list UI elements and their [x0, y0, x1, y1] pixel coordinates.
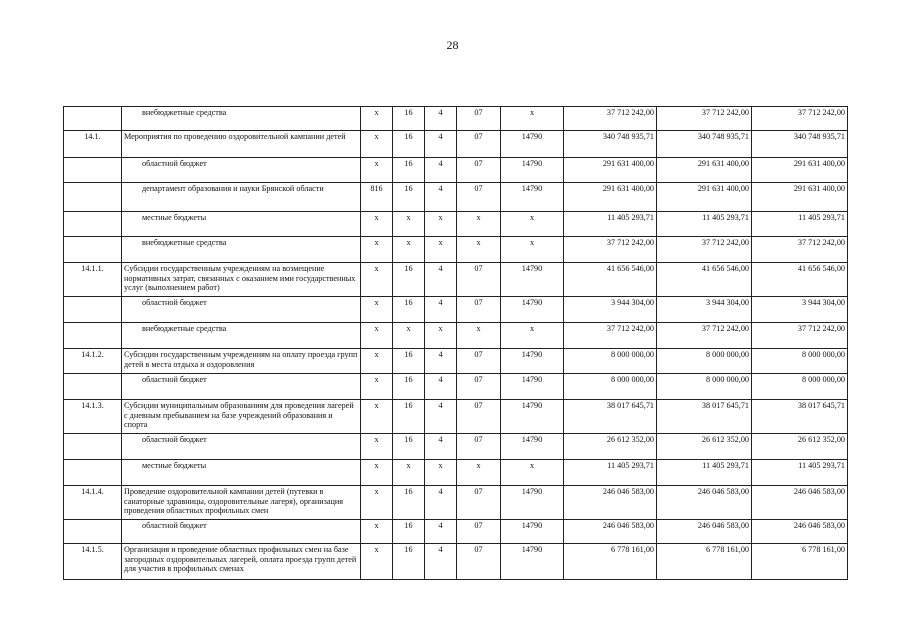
cell-code	[64, 520, 122, 544]
cell-amount-3: 37 712 242,00	[752, 323, 848, 349]
cell-amount-1: 246 046 583,00	[564, 520, 657, 544]
cell-pr: 4	[425, 374, 457, 400]
cell-name: местные бюджеты	[122, 460, 361, 486]
cell-rz: 16	[393, 349, 425, 374]
cell-pr: 4	[425, 183, 457, 212]
cell-code-number: 14790	[501, 374, 564, 400]
cell-grbs: x	[361, 158, 393, 183]
cell-rz: x	[393, 237, 425, 263]
cell-amount-2: 37 712 242,00	[657, 107, 752, 131]
cell-rz: 16	[393, 374, 425, 400]
cell-name: областной бюджет	[122, 434, 361, 460]
cell-pr: 4	[425, 520, 457, 544]
table-row	[64, 460, 848, 486]
cell-pr: 4	[425, 131, 457, 158]
cell-code	[64, 158, 122, 183]
cell-cs: 07	[457, 520, 501, 544]
cell-amount-1: 26 612 352,00	[564, 434, 657, 460]
cell-name: внебюджетные средства	[122, 323, 361, 349]
table-row	[64, 212, 848, 237]
cell-name: внебюджетные средства	[122, 107, 361, 131]
table-row	[64, 544, 848, 580]
cell-grbs: x	[361, 131, 393, 158]
cell-name: Организация и проведение областных профильных смен на базе загородных оздоровительных лагерей, оплата проезда групп детей для участия в профильных сменах	[122, 544, 361, 580]
cell-cs: x	[457, 460, 501, 486]
cell-pr: x	[425, 237, 457, 263]
cell-amount-3: 8 000 000,00	[752, 374, 848, 400]
cell-amount-3: 37 712 242,00	[752, 107, 848, 131]
cell-grbs: x	[361, 520, 393, 544]
cell-code-number: 14790	[501, 297, 564, 323]
cell-amount-3: 11 405 293,71	[752, 212, 848, 237]
cell-code-number: 14790	[501, 158, 564, 183]
cell-amount-3: 37 712 242,00	[752, 237, 848, 263]
table-row	[64, 131, 848, 158]
cell-cs: 07	[457, 297, 501, 323]
cell-name: областной бюджет	[122, 297, 361, 323]
cell-name: местные бюджеты	[122, 212, 361, 237]
cell-amount-1: 11 405 293,71	[564, 460, 657, 486]
cell-cs: 07	[457, 158, 501, 183]
cell-amount-1: 291 631 400,00	[564, 158, 657, 183]
cell-rz: 16	[393, 297, 425, 323]
cell-amount-2: 38 017 645,71	[657, 400, 752, 434]
cell-amount-2: 246 046 583,00	[657, 520, 752, 544]
cell-amount-2: 3 944 304,00	[657, 297, 752, 323]
cell-amount-3: 6 778 161,00	[752, 544, 848, 580]
cell-grbs: x	[361, 374, 393, 400]
cell-grbs: 816	[361, 183, 393, 212]
cell-code	[64, 107, 122, 131]
cell-name: Субсидии государственным учреждениям на оплату проезда групп детей в места отдыха и оздоровления	[122, 349, 361, 374]
cell-amount-1: 340 748 935,71	[564, 131, 657, 158]
cell-code-number: 14790	[501, 544, 564, 580]
cell-cs: x	[457, 237, 501, 263]
cell-amount-3: 11 405 293,71	[752, 460, 848, 486]
cell-amount-3: 246 046 583,00	[752, 486, 848, 520]
cell-amount-2: 37 712 242,00	[657, 323, 752, 349]
cell-code-number: x	[501, 237, 564, 263]
cell-amount-3: 41 656 546,00	[752, 263, 848, 297]
table-row	[64, 107, 848, 131]
cell-cs: 07	[457, 374, 501, 400]
cell-amount-1: 37 712 242,00	[564, 237, 657, 263]
table-row	[64, 158, 848, 183]
cell-pr: 4	[425, 107, 457, 131]
cell-code: 14.1.2.	[64, 349, 122, 374]
cell-amount-3: 291 631 400,00	[752, 183, 848, 212]
cell-name: Проведение оздоровительной кампании детей (путевки в санаторные здравницы, оздоровительные лагеря), организация проведения областных профильных смен	[122, 486, 361, 520]
cell-code	[64, 212, 122, 237]
cell-amount-1: 246 046 583,00	[564, 486, 657, 520]
cell-rz: x	[393, 212, 425, 237]
cell-rz: 16	[393, 544, 425, 580]
table-row	[64, 349, 848, 374]
cell-pr: 4	[425, 158, 457, 183]
table-body	[64, 107, 848, 580]
cell-amount-1: 37 712 242,00	[564, 323, 657, 349]
cell-grbs: x	[361, 460, 393, 486]
cell-amount-2: 6 778 161,00	[657, 544, 752, 580]
table-row	[64, 263, 848, 297]
cell-pr: 4	[425, 400, 457, 434]
cell-rz: x	[393, 323, 425, 349]
table-row	[64, 374, 848, 400]
cell-amount-1: 3 944 304,00	[564, 297, 657, 323]
cell-rz: x	[393, 460, 425, 486]
cell-grbs: x	[361, 107, 393, 131]
cell-amount-3: 26 612 352,00	[752, 434, 848, 460]
cell-cs: 07	[457, 263, 501, 297]
cell-code-number: x	[501, 107, 564, 131]
cell-cs: x	[457, 212, 501, 237]
cell-name: департамент образования и науки Брянской области	[122, 183, 361, 212]
cell-code-number: x	[501, 212, 564, 237]
cell-cs: 07	[457, 131, 501, 158]
cell-amount-2: 340 748 935,71	[657, 131, 752, 158]
cell-pr: x	[425, 460, 457, 486]
cell-amount-3: 38 017 645,71	[752, 400, 848, 434]
cell-cs: 07	[457, 400, 501, 434]
cell-name: Субсидии муниципальным образованиям для проведения лагерей с дневным пребыванием на базе учреждений образования и спорта	[122, 400, 361, 434]
cell-amount-1: 11 405 293,71	[564, 212, 657, 237]
cell-pr: x	[425, 323, 457, 349]
cell-code-number: 14790	[501, 434, 564, 460]
cell-grbs: x	[361, 263, 393, 297]
cell-rz: 16	[393, 158, 425, 183]
budget-table	[63, 106, 848, 580]
cell-grbs: x	[361, 237, 393, 263]
cell-code	[64, 237, 122, 263]
cell-grbs: x	[361, 212, 393, 237]
cell-name: областной бюджет	[122, 374, 361, 400]
cell-amount-1: 291 631 400,00	[564, 183, 657, 212]
cell-name: внебюджетные средства	[122, 237, 361, 263]
cell-grbs: x	[361, 323, 393, 349]
table-row	[64, 297, 848, 323]
cell-cs: 07	[457, 486, 501, 520]
cell-rz: 16	[393, 400, 425, 434]
cell-amount-2: 291 631 400,00	[657, 183, 752, 212]
cell-amount-3: 291 631 400,00	[752, 158, 848, 183]
cell-code	[64, 183, 122, 212]
cell-code-number: 14790	[501, 183, 564, 212]
cell-cs: 07	[457, 349, 501, 374]
cell-grbs: x	[361, 486, 393, 520]
cell-grbs: x	[361, 544, 393, 580]
cell-amount-1: 8 000 000,00	[564, 374, 657, 400]
cell-amount-1: 6 778 161,00	[564, 544, 657, 580]
cell-code: 14.1.	[64, 131, 122, 158]
cell-code: 14.1.1.	[64, 263, 122, 297]
cell-pr: 4	[425, 297, 457, 323]
cell-name: Мероприятия по проведению оздоровительной кампании детей	[122, 131, 361, 158]
cell-amount-3: 3 944 304,00	[752, 297, 848, 323]
cell-amount-3: 246 046 583,00	[752, 520, 848, 544]
cell-rz: 16	[393, 486, 425, 520]
cell-code	[64, 460, 122, 486]
cell-amount-3: 8 000 000,00	[752, 349, 848, 374]
cell-cs: x	[457, 323, 501, 349]
cell-rz: 16	[393, 183, 425, 212]
table-row	[64, 434, 848, 460]
cell-amount-2: 8 000 000,00	[657, 349, 752, 374]
cell-cs: 07	[457, 544, 501, 580]
cell-amount-2: 41 656 546,00	[657, 263, 752, 297]
cell-pr: 4	[425, 544, 457, 580]
cell-amount-1: 37 712 242,00	[564, 107, 657, 131]
cell-pr: x	[425, 212, 457, 237]
cell-code-number: 14790	[501, 263, 564, 297]
cell-amount-2: 8 000 000,00	[657, 374, 752, 400]
cell-grbs: x	[361, 400, 393, 434]
cell-code-number: 14790	[501, 400, 564, 434]
cell-code-number: x	[501, 323, 564, 349]
cell-amount-2: 291 631 400,00	[657, 158, 752, 183]
page-number: 28	[446, 38, 459, 52]
cell-rz: 16	[393, 520, 425, 544]
cell-grbs: x	[361, 297, 393, 323]
cell-pr: 4	[425, 434, 457, 460]
table-row	[64, 400, 848, 434]
cell-code-number: 14790	[501, 520, 564, 544]
cell-code-number: 14790	[501, 486, 564, 520]
cell-amount-1: 38 017 645,71	[564, 400, 657, 434]
cell-name: областной бюджет	[122, 158, 361, 183]
cell-rz: 16	[393, 434, 425, 460]
cell-rz: 16	[393, 107, 425, 131]
cell-pr: 4	[425, 486, 457, 520]
table-row	[64, 520, 848, 544]
table-row	[64, 237, 848, 263]
cell-amount-3: 340 748 935,71	[752, 131, 848, 158]
cell-code: 14.1.4.	[64, 486, 122, 520]
cell-amount-1: 41 656 546,00	[564, 263, 657, 297]
cell-code	[64, 323, 122, 349]
cell-cs: 07	[457, 183, 501, 212]
cell-amount-2: 37 712 242,00	[657, 237, 752, 263]
cell-amount-2: 11 405 293,71	[657, 212, 752, 237]
table-row	[64, 323, 848, 349]
cell-code	[64, 297, 122, 323]
table-row	[64, 183, 848, 212]
cell-amount-1: 8 000 000,00	[564, 349, 657, 374]
cell-code: 14.1.3.	[64, 400, 122, 434]
cell-rz: 16	[393, 131, 425, 158]
cell-code: 14.1.5.	[64, 544, 122, 580]
cell-grbs: x	[361, 434, 393, 460]
cell-amount-2: 246 046 583,00	[657, 486, 752, 520]
cell-code	[64, 374, 122, 400]
table-row	[64, 486, 848, 520]
cell-code	[64, 434, 122, 460]
cell-cs: 07	[457, 107, 501, 131]
cell-amount-2: 11 405 293,71	[657, 460, 752, 486]
cell-grbs: x	[361, 349, 393, 374]
cell-name: областной бюджет	[122, 520, 361, 544]
cell-pr: 4	[425, 263, 457, 297]
cell-name: Субсидии государственным учреждениям на возмещение нормативных затрат, связанных с оказанием ими государственных услуг (выполнением работ)	[122, 263, 361, 297]
cell-code-number: 14790	[501, 349, 564, 374]
cell-amount-2: 26 612 352,00	[657, 434, 752, 460]
cell-code-number: x	[501, 460, 564, 486]
cell-pr: 4	[425, 349, 457, 374]
cell-code-number: 14790	[501, 131, 564, 158]
cell-cs: 07	[457, 434, 501, 460]
cell-rz: 16	[393, 263, 425, 297]
